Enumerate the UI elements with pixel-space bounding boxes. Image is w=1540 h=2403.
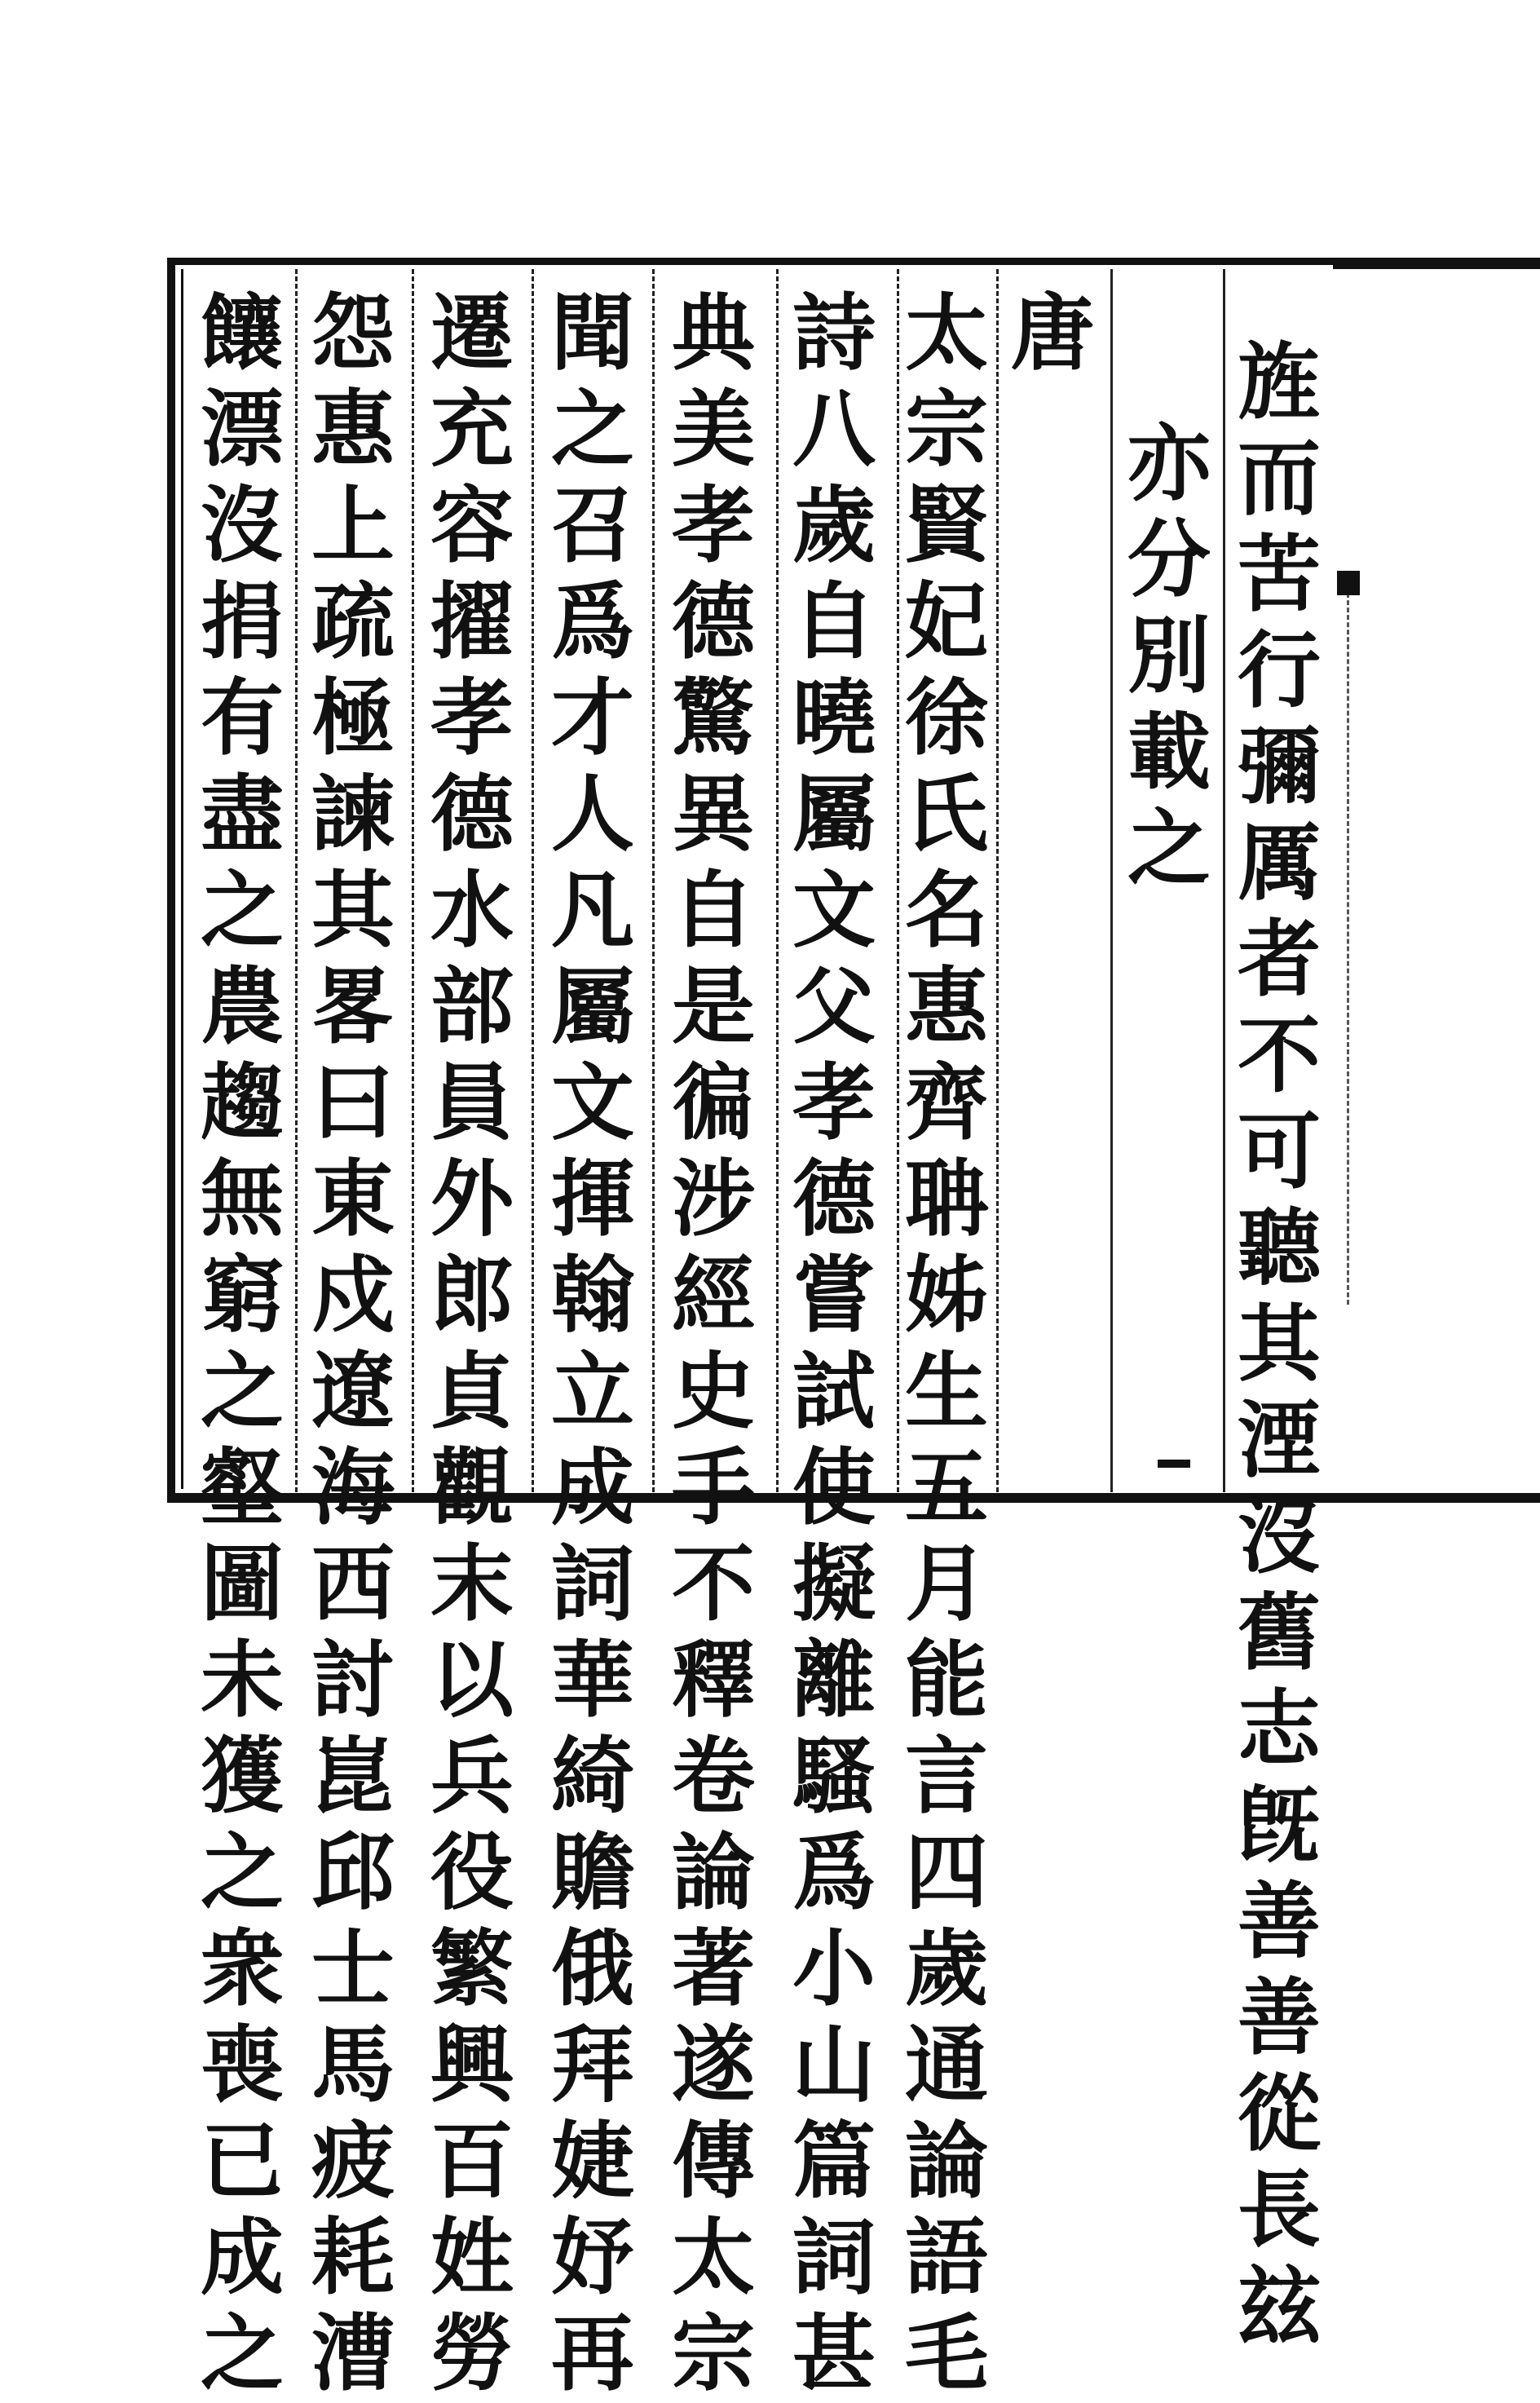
fold-margin-bar bbox=[1333, 258, 1540, 269]
column-text: 遷充容擢孝德水部員外郎貞觀末以兵役繁興百姓勞 bbox=[430, 285, 514, 2403]
column-divider bbox=[652, 269, 655, 1492]
text-column-7 bbox=[545, 285, 641, 2402]
fold-guide-line bbox=[1347, 571, 1349, 1305]
text-column-9 bbox=[305, 285, 401, 2402]
text-column-8 bbox=[424, 285, 520, 2402]
page-border-inner-line bbox=[181, 269, 183, 1489]
column-divider bbox=[776, 269, 779, 1492]
column-divider bbox=[996, 269, 999, 1492]
column-text: 旌而苦行彌厲者不可聽其湮沒舊志旣善善從長玆 bbox=[1238, 334, 1321, 2356]
column-divider bbox=[1223, 269, 1225, 1492]
text-column-6 bbox=[665, 285, 761, 2402]
ink-blot bbox=[1158, 1460, 1190, 1468]
column-divider bbox=[1110, 269, 1113, 1492]
text-column-1 bbox=[1231, 334, 1327, 2355]
text-column-4 bbox=[898, 285, 995, 2402]
column-text: 聞之召爲才人凡屬文揮翰立成詞華綺贍俄拜婕妤再 bbox=[551, 285, 634, 2403]
column-text: 典美孝德驚異自是徧涉經史手不釋卷論著遂傳太宗 bbox=[672, 285, 755, 2403]
text-column-3 bbox=[1004, 285, 1101, 382]
column-text: 唐 bbox=[1011, 285, 1094, 382]
text-column-5 bbox=[786, 285, 882, 2402]
column-divider bbox=[295, 269, 298, 1492]
column-divider bbox=[412, 269, 414, 1492]
ink-blot bbox=[1337, 571, 1360, 595]
column-text: 太宗賢妃徐氏名惠齊聃姊生五月能言四歲通論語毛 bbox=[905, 285, 988, 2403]
text-column-2 bbox=[1121, 416, 1217, 897]
column-text: 饟漂沒捐有盡之農趨無窮之壑圖未獲之衆喪已成之 bbox=[201, 285, 284, 2403]
column-text: 怨惠上疏極諫其畧曰東戍遼海西討崑邱士馬疲耗漕 bbox=[311, 285, 395, 2403]
text-column-10 bbox=[194, 285, 290, 2402]
column-text: 亦分別載之 bbox=[1127, 415, 1211, 898]
column-text: 詩八歲自曉屬文父孝德嘗試使擬離騷爲小山篇詞甚 bbox=[792, 285, 876, 2403]
column-divider bbox=[532, 269, 534, 1492]
